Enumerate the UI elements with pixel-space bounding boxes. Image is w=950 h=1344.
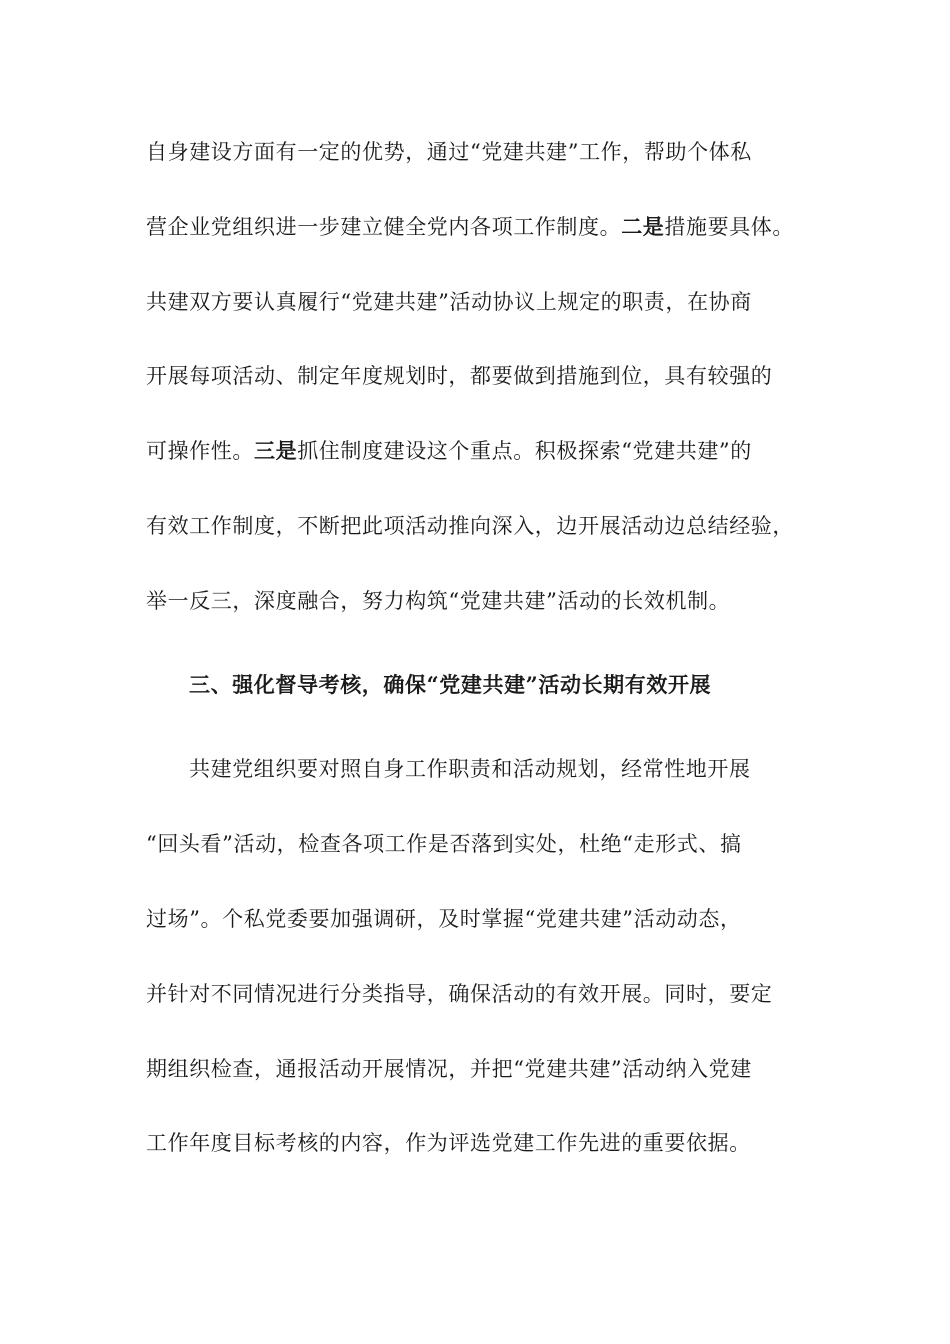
text-span: 措施要具体。: [664, 215, 795, 239]
text-span: 可操作性。: [146, 439, 254, 463]
paragraph-line: 开展每项活动、制定年度规划时，都要做到措施到位，具有较强的: [146, 364, 773, 388]
paragraph-line: 举一反三，深度融合，努力构筑“党建共建”活动的长效机制。: [146, 589, 731, 613]
paragraph-line: 有效工作制度，不断把此项活动推向深入，边开展活动边总结经验，: [146, 514, 794, 538]
paragraph-line: 并针对不同情况进行分类指导，确保活动的有效开展。同时，要定: [146, 982, 773, 1006]
paragraph-line: 共建党组织要对照自身工作职责和活动规划，经常性地开展: [189, 757, 751, 781]
paragraph-line: 共建双方要认真履行“党建共建”活动协议上规定的职责，在协商: [146, 290, 752, 314]
bold-lead: 二是: [621, 214, 665, 239]
paragraph-line: “回头看”活动，检查各项工作是否落到实处，杜绝“走形式、搞: [146, 832, 742, 856]
section-heading: 三、强化督导考核，确保“党建共建”活动长期有效开展: [189, 672, 712, 697]
paragraph-line: 工作年度目标考核的内容，作为评选党建工作先进的重要依据。: [146, 1131, 751, 1155]
paragraph-line: 期组织检查，通报活动开展情况，并把“党建共建”活动纳入党建: [146, 1057, 752, 1081]
text-span: 抓住制度建设这个重点。积极探索“党建共建”的: [297, 439, 752, 463]
paragraph-line: 过场”。个私党委要加强调研，及时掌握“党建共建”活动动态，: [146, 907, 742, 931]
paragraph-line: [146, 436, 752, 466]
bold-lead: 三是: [254, 438, 298, 463]
text-span: 营企业党组织进一步建立健全党内各项工作制度。: [146, 215, 622, 239]
paragraph-line: [146, 212, 794, 242]
paragraph-line: 自身建设方面有一定的优势，通过“党建共建”工作，帮助个体私: [146, 140, 752, 164]
